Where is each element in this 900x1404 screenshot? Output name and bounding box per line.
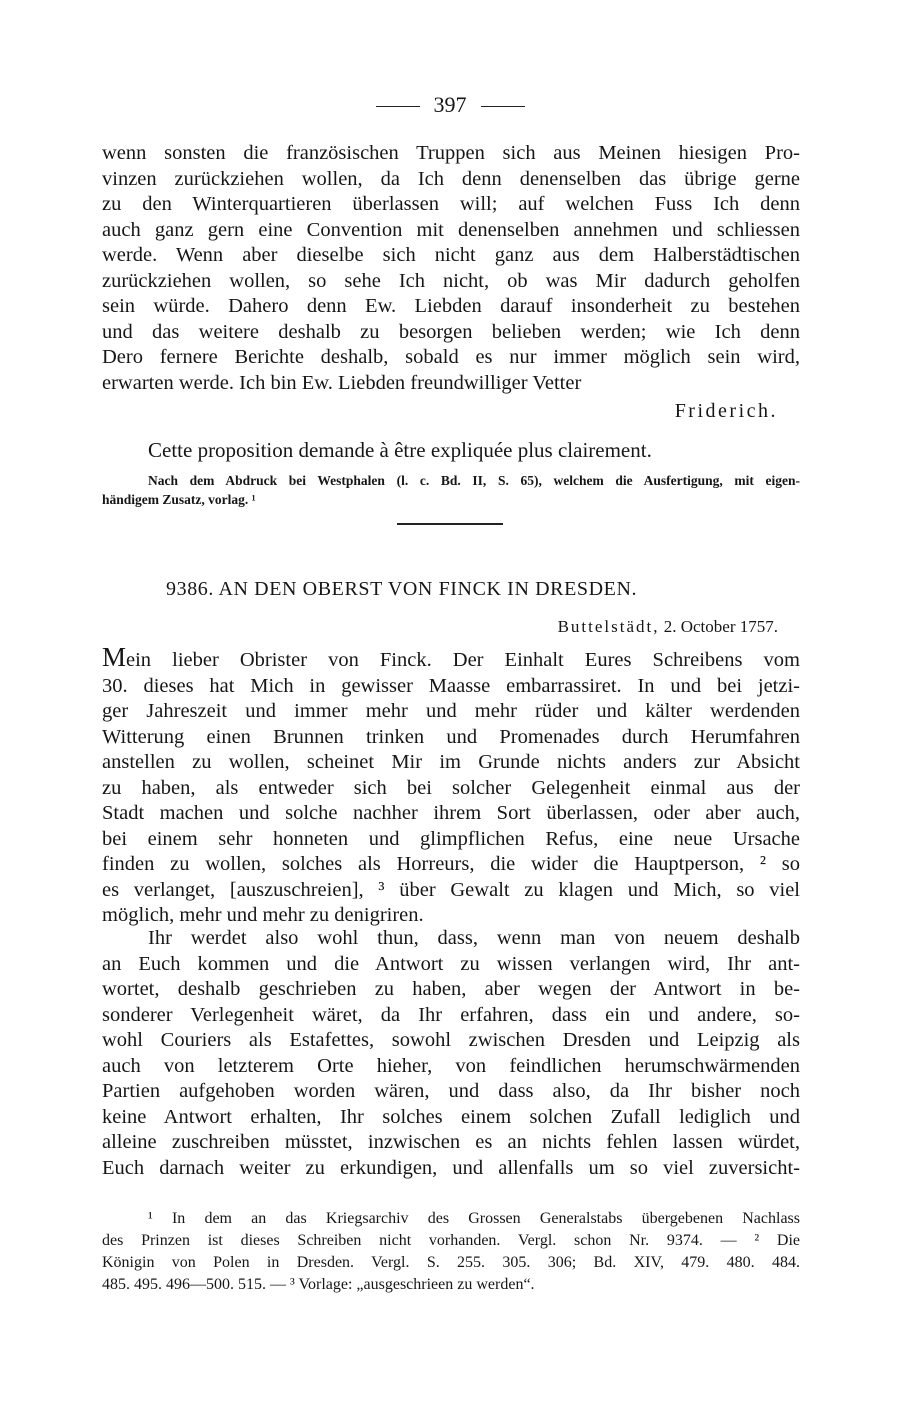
- letter-title: 9386. AN DEN OBERST VON FINCK IN DRESDEN.: [166, 578, 638, 600]
- text-line: finden zu wollen, solches als Horreurs, die wider die Hauptperson, ² so: [102, 853, 800, 875]
- letter-paragraph-2: [102, 926, 800, 1181]
- text-line: auch ganz gern eine Convention mit denenselben annehmen und schliessen: [102, 218, 800, 241]
- text-line: Euch darnach weiter zu erkundigen, und allenfalls um so viel zuversicht-: [102, 1156, 800, 1179]
- date-value: 2. October 1757.: [663, 617, 778, 636]
- text-line: 30. dieses hat Mich in gewisser Maasse embarrassiret. In und bei jetzi-: [102, 674, 800, 697]
- text-line: zu den Winterquartieren überlassen will; auf welchen Fuss Ich denn: [102, 193, 800, 215]
- section-divider: [397, 523, 503, 525]
- text-line: Ihr werdet also wohl thun, dass, wenn man von neuem deshalb: [148, 927, 800, 949]
- text-line: möglich, mehr und mehr zu denigriren.: [102, 904, 424, 926]
- footnote-line: ¹ In dem an das Kriegsarchiv des Grossen Generalstabs übergebenen Nachlass: [148, 1210, 800, 1227]
- text-line: sein würde. Dahero denn Ew. Liebden darauf insonderheit zu bestehen: [102, 295, 800, 317]
- text-line: [102, 642, 800, 674]
- header-dash-left: [376, 106, 420, 107]
- letter-dateline: [558, 617, 778, 637]
- letter-paragraph-1: [102, 642, 800, 929]
- text-line: und das weitere deshalb zu besorgen belieben werden; wie Ich denn: [102, 320, 800, 343]
- source-line: händigem Zusatz, vorlag. ¹: [102, 492, 256, 507]
- text-line: erwarten werde. Ich bin Ew. Liebden freundwilliger Vetter: [102, 371, 582, 394]
- text-line: werde. Wenn aber dieselbe sich nicht ganz aus dem Halberstädtischen: [102, 244, 800, 266]
- footnotes: [102, 1208, 800, 1296]
- text-line: Witterung einen Brunnen trinken und Promenades durch Herumfahren: [102, 725, 800, 748]
- page-number: 397: [433, 92, 467, 117]
- source-note: [102, 471, 800, 509]
- text-line: wenn sonsten die französischen Truppen sich aus Meinen hiesigen Pro-: [102, 142, 800, 164]
- text-line: zu haben, als entweder sich bei solcher Gelegenheit einmal aus der: [102, 776, 800, 799]
- signature: Friderich.: [674, 400, 778, 422]
- text-line: anstellen zu wollen, scheinet Mir im Grunde nichts anders zur Absicht: [102, 751, 800, 773]
- text-line: wohl Couriers als Estafettes, sowohl zwischen Dresden und Leipzig als: [102, 1029, 800, 1051]
- text-line: wortet, deshalb geschrieben zu haben, aber wegen der Antwort in be-: [102, 978, 800, 1000]
- date-place: Buttelstädt,: [557, 617, 660, 636]
- text-line: es verlanget, [auszuschreien], ³ über Gewalt zu klagen und Mich, so viel: [102, 878, 800, 901]
- first-line-text: ein lieber Obrister von Finck. Der Einhalt Eures Schreibens vom: [126, 649, 800, 671]
- page-header: [0, 92, 900, 118]
- text-line: auch von letzterem Orte hieher, von feindlichen herumschwärmenden: [102, 1054, 800, 1077]
- source-line: Nach dem Abdruck bei Westphalen (l. c. Bd. II, S. 65), welchem die Ausfertigung, mit eigen-: [148, 473, 800, 488]
- text-line: keine Antwort erhalten, Ihr solches einem solchen Zufall lediglich und: [102, 1105, 800, 1128]
- text-line: alleine zuschreiben müsstet, inzwischen es an nichts fehlen lassen würdet,: [102, 1131, 800, 1153]
- text-line: Partien aufgehoben worden wären, und dass also, da Ihr bisher noch: [102, 1080, 800, 1102]
- text-line: Dero fernere Berichte deshalb, sobald es nur immer möglich sein wird,: [102, 346, 800, 368]
- text-line: ger Jahreszeit und immer mehr und mehr rüder und kälter werdenden: [102, 700, 800, 722]
- text-line: bei einem sehr honneten und glimpflichen Refus, eine neue Ursache: [102, 827, 800, 850]
- initial-letter: M: [102, 642, 127, 672]
- letter-closing-paragraph: [102, 141, 800, 396]
- footnote-line: Königin von Polen in Dresden. Vergl. S. 255. 305. 306; Bd. XIV, 479. 480. 484.: [102, 1254, 800, 1271]
- marginal-remark: Cette proposition demande à être expliquée plus clairement.: [148, 438, 652, 462]
- text-line: sonderer Verlegenheit wäret, da Ihr erfahren, dass ein und andere, so-: [102, 1003, 800, 1026]
- text-line: Stadt machen und solche nachher ihrem Sort überlassen, oder aber auch,: [102, 802, 800, 824]
- footnote-line: 485. 495. 496—500. 515. — ³ Vorlage: „ausgeschrieen zu werden“.: [102, 1276, 535, 1293]
- header-dash-right: [481, 106, 525, 107]
- footnote-line: des Prinzen ist dieses Schreiben nicht vorhanden. Vergl. schon Nr. 9374. — ² Die: [102, 1232, 800, 1249]
- text-line: zurückziehen wollen, so sehe Ich nicht, ob was Mir dadurch geholfen: [102, 269, 800, 292]
- text-line: an Euch kommen und die Antwort zu wissen verlangen wird, Ihr ant-: [102, 952, 800, 975]
- text-line: vinzen zurückziehen wollen, da Ich denn denenselben das übrige gerne: [102, 167, 800, 190]
